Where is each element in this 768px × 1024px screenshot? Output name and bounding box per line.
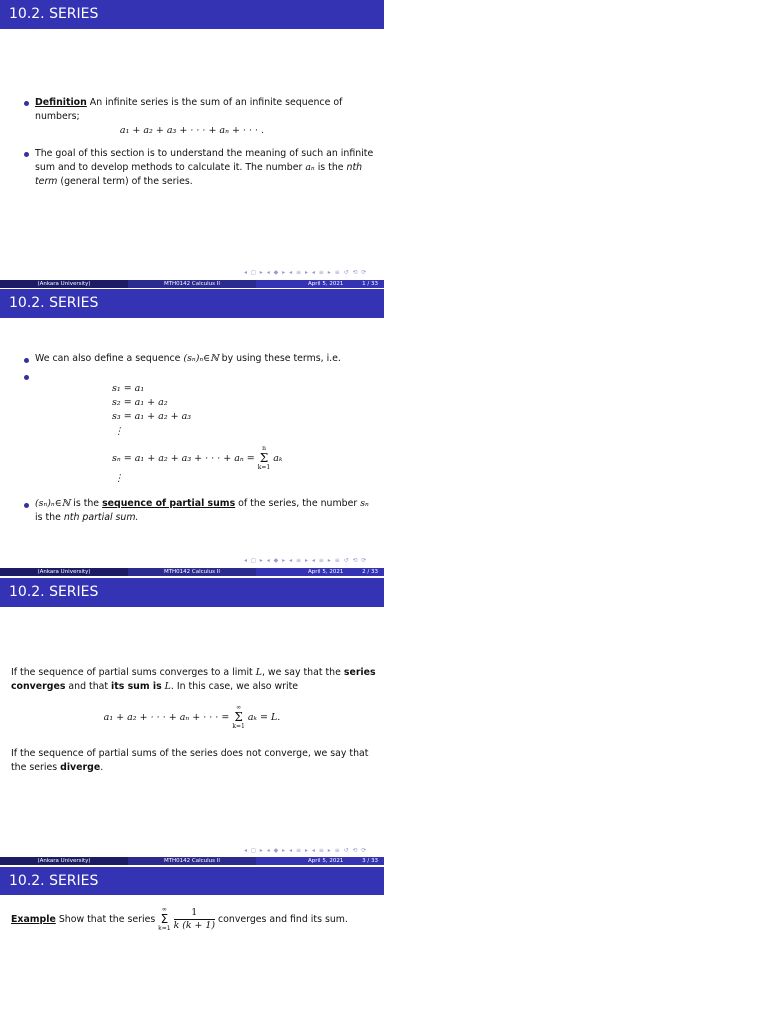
sum-lower-limit: k=1 [257, 464, 271, 471]
equation-sn-left: sₙ = a₁ + a₂ + a₃ + · · · + aₙ = [112, 453, 255, 464]
sum-upper-limit: n [262, 445, 266, 452]
slide-title-bar [0, 867, 384, 895]
p1-text-a: If the sequence of partial sums converges to a limit [11, 667, 253, 678]
slide-footer [0, 568, 384, 576]
equation-sn [112, 445, 282, 472]
footer-page: 2 / 33 [362, 569, 378, 575]
footer-date: April 5, 2021 [308, 858, 344, 864]
partial-text-3: is the [35, 512, 61, 523]
formula-left: a₁ + a₂ + · · · + aₙ + · · · = [103, 712, 230, 723]
summation-sign: n Σ k=1 [257, 445, 271, 471]
footer-page: 1 / 33 [362, 281, 378, 287]
beamer-navigation-icons[interactable]: ◂ ◻ ▸ ◂ ◆ ▸ ◂ ≡ ▸ ◂ ≡ ▸ ≡ ↺ ⟲ ⟳ [244, 557, 368, 564]
example-text-b: converges and find its sum. [217, 914, 348, 925]
footer-course: MTH0142 Calculus II [128, 280, 256, 288]
diverge-paragraph [11, 747, 379, 775]
partial-text-1: is the [73, 498, 100, 509]
example-label: Example [11, 914, 56, 925]
p2-text-a: If the sequence of partial sums of the series does not converge, we say that the series [11, 748, 369, 773]
equation-s3: s₃ = a₁ + a₂ + a₃ [112, 411, 192, 422]
partial-bold: sequence of partial sums [102, 498, 236, 509]
slide-4 [0, 867, 384, 1024]
footer-course: MTH0142 Calculus II [128, 857, 256, 865]
equation-s1: s₁ = a₁ [112, 383, 145, 394]
example-paragraph [11, 905, 381, 935]
footer-institution: (Ankara University) [0, 280, 128, 288]
fraction-denominator: k (k + 1) [173, 920, 215, 931]
example-fraction [174, 907, 215, 932]
goal-math: aₙ [305, 162, 315, 173]
p2-bold-diverge: diverge [60, 762, 101, 773]
p1-bold-series-converges: series converges [11, 667, 376, 692]
slide-title-bar [0, 289, 384, 318]
goal-paragraph [35, 147, 375, 189]
goal-text-3: (general term) of the series. [60, 176, 193, 187]
vdots-1: ⋮ [114, 426, 124, 437]
sum-upper-limit: ∞ [236, 704, 242, 711]
equation-s2: s₂ = a₁ + a₂ [112, 397, 168, 408]
sum-upper-limit: ∞ [161, 906, 167, 913]
bullet-icon [24, 375, 29, 380]
definition-formula: a₁ + a₂ + a₃ + · · · + aₙ + · · · . [119, 125, 265, 136]
intro-math: (sₙ)ₙ∈ℕ [183, 353, 219, 364]
footer-date: April 5, 2021 [308, 569, 344, 575]
partial-math: (sₙ)ₙ∈ℕ [35, 498, 71, 509]
footer-institution: (Ankara University) [0, 568, 128, 576]
summation-sign: ∞ Σ k=1 [232, 704, 245, 730]
bullet-icon [24, 152, 29, 157]
slide-title: 10.2. SERIES [9, 873, 99, 889]
footer-page: 3 / 33 [362, 858, 378, 864]
slide-title-bar [0, 578, 384, 607]
slide-2 [0, 289, 384, 577]
sequence-intro [35, 352, 375, 366]
sum-lower-limit: k=1 [232, 723, 245, 730]
bullet-icon [24, 503, 29, 508]
slide-title: 10.2. SERIES [9, 6, 99, 22]
beamer-navigation-icons[interactable]: ◂ ◻ ▸ ◂ ◆ ▸ ◂ ≡ ▸ ◂ ≡ ▸ ≡ ↺ ⟲ ⟳ [244, 847, 368, 854]
footer-date-page [256, 857, 384, 865]
sum-lower-limit: k=1 [158, 925, 171, 932]
equation-sn-term: aₖ [273, 453, 283, 464]
slide-title-bar [0, 0, 384, 29]
goal-text-1: The goal of this section is to understand the meaning of such an infinite sum and to develop methods to calculate it. The number [35, 148, 374, 173]
p1-text-b: , we say that the [261, 667, 341, 678]
beamer-navigation-icons[interactable]: ◂ ◻ ▸ ◂ ◆ ▸ ◂ ≡ ▸ ◂ ≡ ▸ ≡ ↺ ⟲ ⟳ [244, 269, 368, 276]
slide-1 [0, 0, 384, 289]
goal-italic: nth term [35, 162, 363, 187]
converge-paragraph [11, 666, 379, 694]
slide-title: 10.2. SERIES [9, 295, 99, 311]
summation-sign: ∞ Σ k=1 [158, 906, 171, 932]
slide-footer [0, 857, 384, 865]
slide-footer [0, 280, 384, 288]
p1-limit-L2: L [164, 681, 171, 692]
footer-institution: (Ankara University) [0, 857, 128, 865]
bullet-icon [24, 101, 29, 106]
partial-text-2: of the series, the number [238, 498, 358, 509]
partial-math-2: sₙ [360, 498, 369, 509]
p1-text-c: and that [68, 681, 109, 692]
p1-limit-L: L [255, 667, 262, 678]
example-text-a: Show that the series [58, 914, 156, 925]
intro-text-2: by using these terms, i.e. [221, 353, 341, 364]
footer-date-page [256, 280, 384, 288]
definition-text: An infinite series is the sum of an infinite sequence of numbers; [35, 97, 343, 122]
p1-text-d: . In this case, we also write [170, 681, 299, 692]
partial-italic: nth partial sum. [63, 512, 139, 523]
p2-text-b: . [100, 762, 104, 773]
fraction-numerator: 1 [174, 907, 215, 920]
formula-right: aₖ = L. [247, 712, 281, 723]
intro-text-1: We can also define a sequence [35, 353, 181, 364]
slide-title: 10.2. SERIES [9, 584, 99, 600]
footer-date-page [256, 568, 384, 576]
p1-bold-its-sum-is: its sum is [111, 681, 162, 692]
vdots-2: ⋮ [114, 473, 124, 484]
footer-course: MTH0142 Calculus II [128, 568, 256, 576]
definition-label: Definition [35, 97, 87, 108]
slide-3 [0, 578, 384, 867]
series-sum-formula [0, 704, 384, 731]
partial-sums-paragraph [35, 497, 375, 525]
definition-paragraph [35, 96, 375, 124]
footer-date: April 5, 2021 [308, 281, 344, 287]
goal-text-2: is the [317, 162, 344, 173]
bullet-icon [24, 358, 29, 363]
